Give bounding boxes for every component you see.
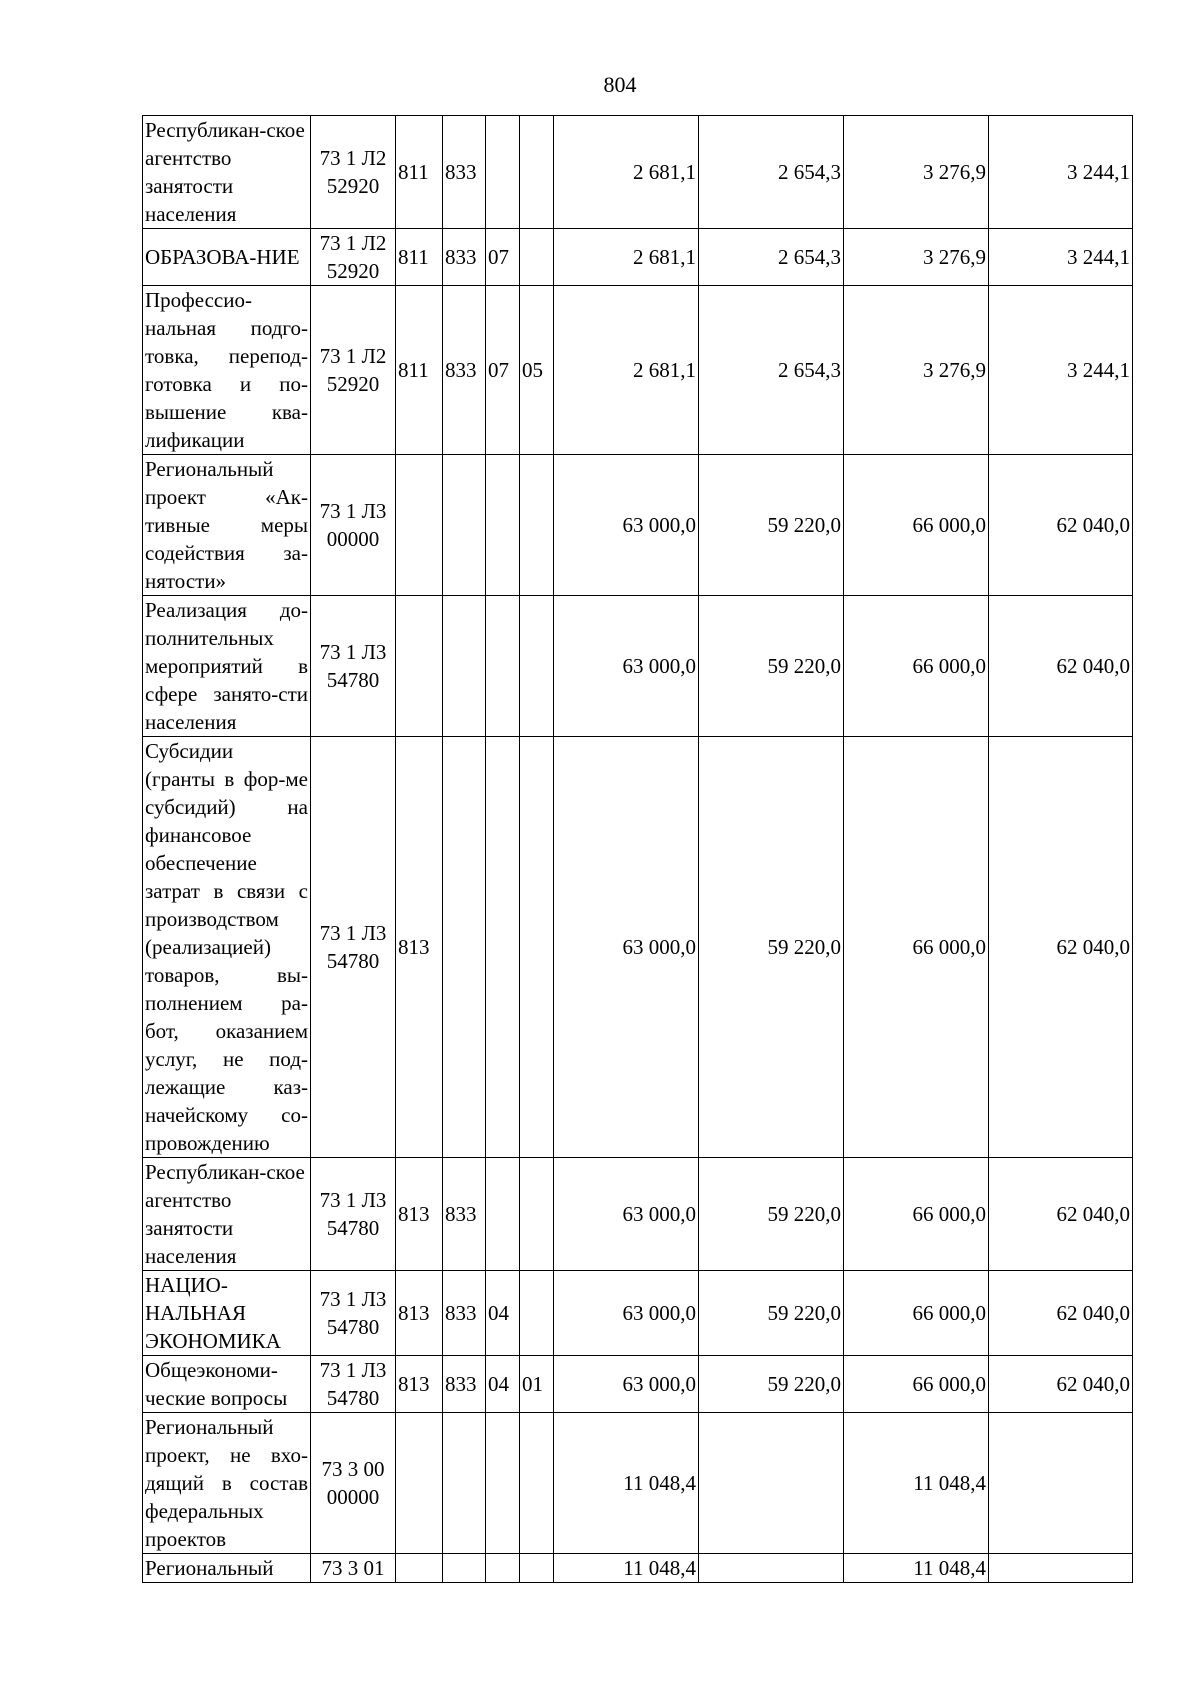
- amount-3: 66 000,0: [844, 737, 989, 1158]
- administrator-code: [443, 1554, 486, 1583]
- amount-2: 2 654,3: [699, 116, 844, 229]
- target-article-code: 73 1 Л2 52920: [311, 286, 396, 455]
- table-body: [143, 116, 1133, 1583]
- subsection-code: [520, 596, 554, 737]
- amount-1: 2 681,1: [554, 229, 699, 286]
- amount-4: 3 244,1: [989, 116, 1133, 229]
- amount-1: 63 000,0: [554, 737, 699, 1158]
- section-code: [486, 1413, 520, 1554]
- target-article-code: 73 1 Л3 00000: [311, 455, 396, 596]
- row-name: Реализация до-полнительных мероприятий в сфере занято-сти населения: [143, 596, 311, 737]
- section-code: [486, 455, 520, 596]
- row-name: Профессио-нальная подго-товка, перепод-готовка и по-вышение ква-лификации: [143, 286, 311, 455]
- row-name: Субсидии (гранты в фор-ме субсидий) на финансовое обеспечение затрат в связи с производством (реализацией) товаров, вы-полнением ра-бот, оказанием услуг, не под-лежащие каз-начейскому со-провождению: [143, 737, 311, 1158]
- amount-2: 59 220,0: [699, 596, 844, 737]
- expense-type-code: 811: [396, 286, 443, 455]
- amount-3: 11 048,4: [844, 1413, 989, 1554]
- row-name: Республикан-ское агентство занятости населения: [143, 116, 311, 229]
- expense-type-code: 813: [396, 737, 443, 1158]
- subsection-code: 05: [520, 286, 554, 455]
- expense-type-code: 811: [396, 229, 443, 286]
- amount-3: 3 276,9: [844, 229, 989, 286]
- table-row: [143, 737, 1133, 1158]
- table-row: [143, 1356, 1133, 1413]
- table-row: [143, 229, 1133, 286]
- amount-4: 3 244,1: [989, 286, 1133, 455]
- expense-type-code: [396, 1413, 443, 1554]
- amount-2: 59 220,0: [699, 1271, 844, 1356]
- amount-3: 66 000,0: [844, 1356, 989, 1413]
- amount-1: 2 681,1: [554, 116, 699, 229]
- administrator-code: 833: [443, 286, 486, 455]
- expense-type-code: [396, 1554, 443, 1583]
- expense-type-code: [396, 455, 443, 596]
- subsection-code: [520, 1271, 554, 1356]
- administrator-code: 833: [443, 1271, 486, 1356]
- table-row: [143, 596, 1133, 737]
- administrator-code: 833: [443, 1158, 486, 1271]
- administrator-code: 833: [443, 1356, 486, 1413]
- amount-3: 66 000,0: [844, 455, 989, 596]
- amount-4: 62 040,0: [989, 596, 1133, 737]
- page-number: 804: [603, 72, 637, 97]
- section-code: [486, 737, 520, 1158]
- table-row: [143, 1158, 1133, 1271]
- subsection-code: [520, 1158, 554, 1271]
- administrator-code: [443, 596, 486, 737]
- section-code: 04: [486, 1271, 520, 1356]
- amount-2: [699, 1413, 844, 1554]
- amount-1: 11 048,4: [554, 1554, 699, 1583]
- amount-1: 63 000,0: [554, 596, 699, 737]
- amount-1: 63 000,0: [554, 1271, 699, 1356]
- amount-2: 59 220,0: [699, 1158, 844, 1271]
- row-name: Региональный проект, не вхо-дящий в состав федеральных проектов: [143, 1413, 311, 1554]
- subsection-code: [520, 1413, 554, 1554]
- expense-type-code: 811: [396, 116, 443, 229]
- amount-1: 63 000,0: [554, 1356, 699, 1413]
- administrator-code: 833: [443, 229, 486, 286]
- target-article-code: 73 3 01: [311, 1554, 396, 1583]
- target-article-code: 73 1 Л3 54780: [311, 596, 396, 737]
- amount-2: 2 654,3: [699, 229, 844, 286]
- table-row: [143, 116, 1133, 229]
- administrator-code: [443, 455, 486, 596]
- table-row: [143, 1413, 1133, 1554]
- subsection-code: [520, 229, 554, 286]
- row-name: Республикан-ское агентство занятости населения: [143, 1158, 311, 1271]
- subsection-code: 01: [520, 1356, 554, 1413]
- target-article-code: 73 1 Л2 52920: [311, 116, 396, 229]
- subsection-code: [520, 455, 554, 596]
- table-row: [143, 286, 1133, 455]
- amount-3: 3 276,9: [844, 116, 989, 229]
- target-article-code: 73 3 00 00000: [311, 1413, 396, 1554]
- row-name: НАЦИО-НАЛЬНАЯ ЭКОНОМИКА: [143, 1271, 311, 1356]
- target-article-code: 73 1 Л2 52920: [311, 229, 396, 286]
- expense-type-code: 813: [396, 1271, 443, 1356]
- table-row: [143, 455, 1133, 596]
- administrator-code: [443, 1413, 486, 1554]
- subsection-code: [520, 737, 554, 1158]
- row-name: Региональный: [143, 1554, 311, 1583]
- row-name: Региональный проект «Ак-тивные меры содействия за-нятости»: [143, 455, 311, 596]
- expense-type-code: 813: [396, 1158, 443, 1271]
- amount-3: 66 000,0: [844, 596, 989, 737]
- section-code: [486, 1158, 520, 1271]
- amount-2: 59 220,0: [699, 455, 844, 596]
- amount-4: [989, 1554, 1133, 1583]
- subsection-code: [520, 116, 554, 229]
- expense-type-code: 813: [396, 1356, 443, 1413]
- administrator-code: 833: [443, 116, 486, 229]
- amount-3: 66 000,0: [844, 1158, 989, 1271]
- amount-4: [989, 1413, 1133, 1554]
- amount-4: 62 040,0: [989, 1271, 1133, 1356]
- amount-1: 2 681,1: [554, 286, 699, 455]
- table-row: [143, 1554, 1133, 1583]
- amount-2: 59 220,0: [699, 737, 844, 1158]
- amount-1: 63 000,0: [554, 1158, 699, 1271]
- expense-type-code: [396, 596, 443, 737]
- target-article-code: 73 1 Л3 54780: [311, 1158, 396, 1271]
- amount-2: 2 654,3: [699, 286, 844, 455]
- section-code: [486, 1554, 520, 1583]
- amount-1: 63 000,0: [554, 455, 699, 596]
- administrator-code: [443, 737, 486, 1158]
- amount-4: 62 040,0: [989, 455, 1133, 596]
- section-code: 07: [486, 229, 520, 286]
- section-code: 04: [486, 1356, 520, 1413]
- target-article-code: 73 1 Л3 54780: [311, 1356, 396, 1413]
- amount-4: 62 040,0: [989, 1356, 1133, 1413]
- table-row: [143, 1271, 1133, 1356]
- target-article-code: 73 1 Л3 54780: [311, 737, 396, 1158]
- amount-4: 3 244,1: [989, 229, 1133, 286]
- row-name: Общеэкономи-ческие вопросы: [143, 1356, 311, 1413]
- amount-4: 62 040,0: [989, 737, 1133, 1158]
- amount-4: 62 040,0: [989, 1158, 1133, 1271]
- section-code: [486, 596, 520, 737]
- amount-1: 11 048,4: [554, 1413, 699, 1554]
- amount-3: 66 000,0: [844, 1271, 989, 1356]
- section-code: [486, 116, 520, 229]
- amount-3: 11 048,4: [844, 1554, 989, 1583]
- budget-table: [142, 115, 1133, 1583]
- amount-2: [699, 1554, 844, 1583]
- amount-3: 3 276,9: [844, 286, 989, 455]
- section-code: 07: [486, 286, 520, 455]
- target-article-code: 73 1 Л3 54780: [311, 1271, 396, 1356]
- subsection-code: [520, 1554, 554, 1583]
- amount-2: 59 220,0: [699, 1356, 844, 1413]
- row-name: ОБРАЗОВА-НИЕ: [143, 229, 311, 286]
